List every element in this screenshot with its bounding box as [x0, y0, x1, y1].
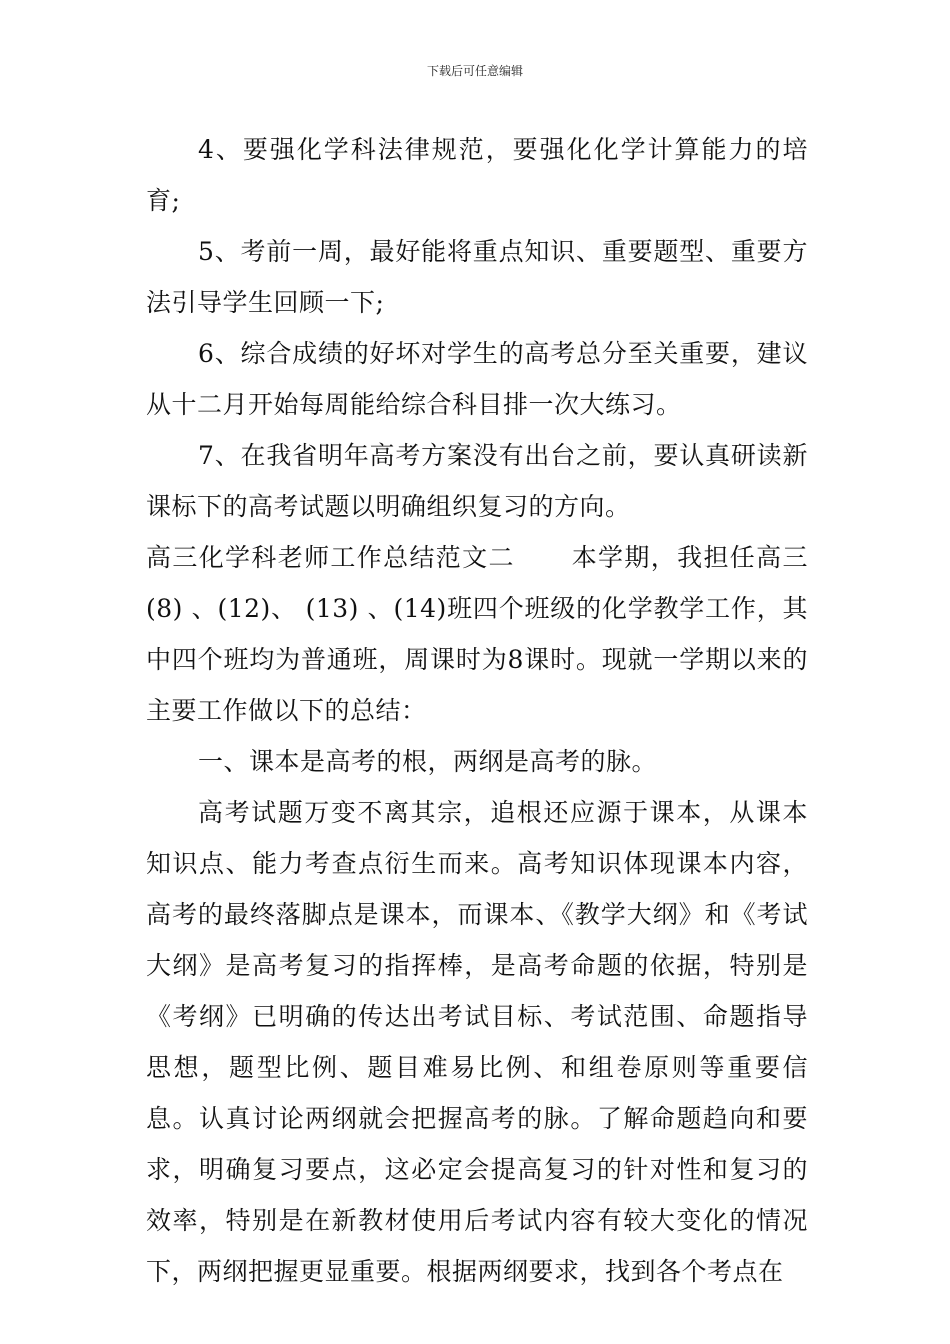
paragraph-item-5: 5、考前一周，最好能将重点知识、重要题型、重要方法引导学生回顾一下;: [146, 237, 808, 317]
section-paragraph: [146, 532, 808, 736]
paragraph-item-6: 6、综合成绩的好坏对学生的高考总分至关重要，建议从十二月开始每周能给综合科目排一次大练习。: [146, 339, 808, 419]
section-intro-text: 本学期，我担任高三(8) 、(12)、 (13) 、(14)班四个班级的化学教学工作，其中四个班均为普通班，周课时为8课时。现就一学期以来的主要工作做以下的总结：: [146, 543, 808, 725]
paragraph-item-7: 7、在我省明年高考方案没有出台之前，要认真研读新课标下的高考试题以明确组织复习的方向。: [146, 441, 808, 521]
document-body: [146, 124, 808, 1297]
paragraph-item-4: 4、要强化学科法律规范，要强化化学计算能力的培育;: [146, 135, 808, 215]
heading-one: 一、课本是高考的根，两纲是高考的脉。: [198, 747, 658, 776]
paragraph-body: 高考试题万变不离其宗，追根还应源于课本，从课本知识点、能力考查点衍生而来。高考知识体现课本内容，高考的最终落脚点是课本，而课本、《教学大纲》和《考试大纲》是高考复习的指挥棒，是高考命题的依据，特别是《考纲》已明确的传达出考试目标、考试范围、命题指导思想，题型比例、题目难易比例、和组卷原则等重要信息。认真讨论两纲就会把握高考的脉。了解命题趋向和要求，明确复习要点，这必定会提高复习的针对性和复习的效率，特别是在新教材使用后考试内容有较大变化的情况下，两纲把握更显重要。根据两纲要求，找到各个考点在: [146, 798, 808, 1286]
section-title: 高三化学科老师工作总结范文二: [146, 543, 515, 572]
page-header-note: 下载后可任意编辑: [426, 64, 523, 78]
